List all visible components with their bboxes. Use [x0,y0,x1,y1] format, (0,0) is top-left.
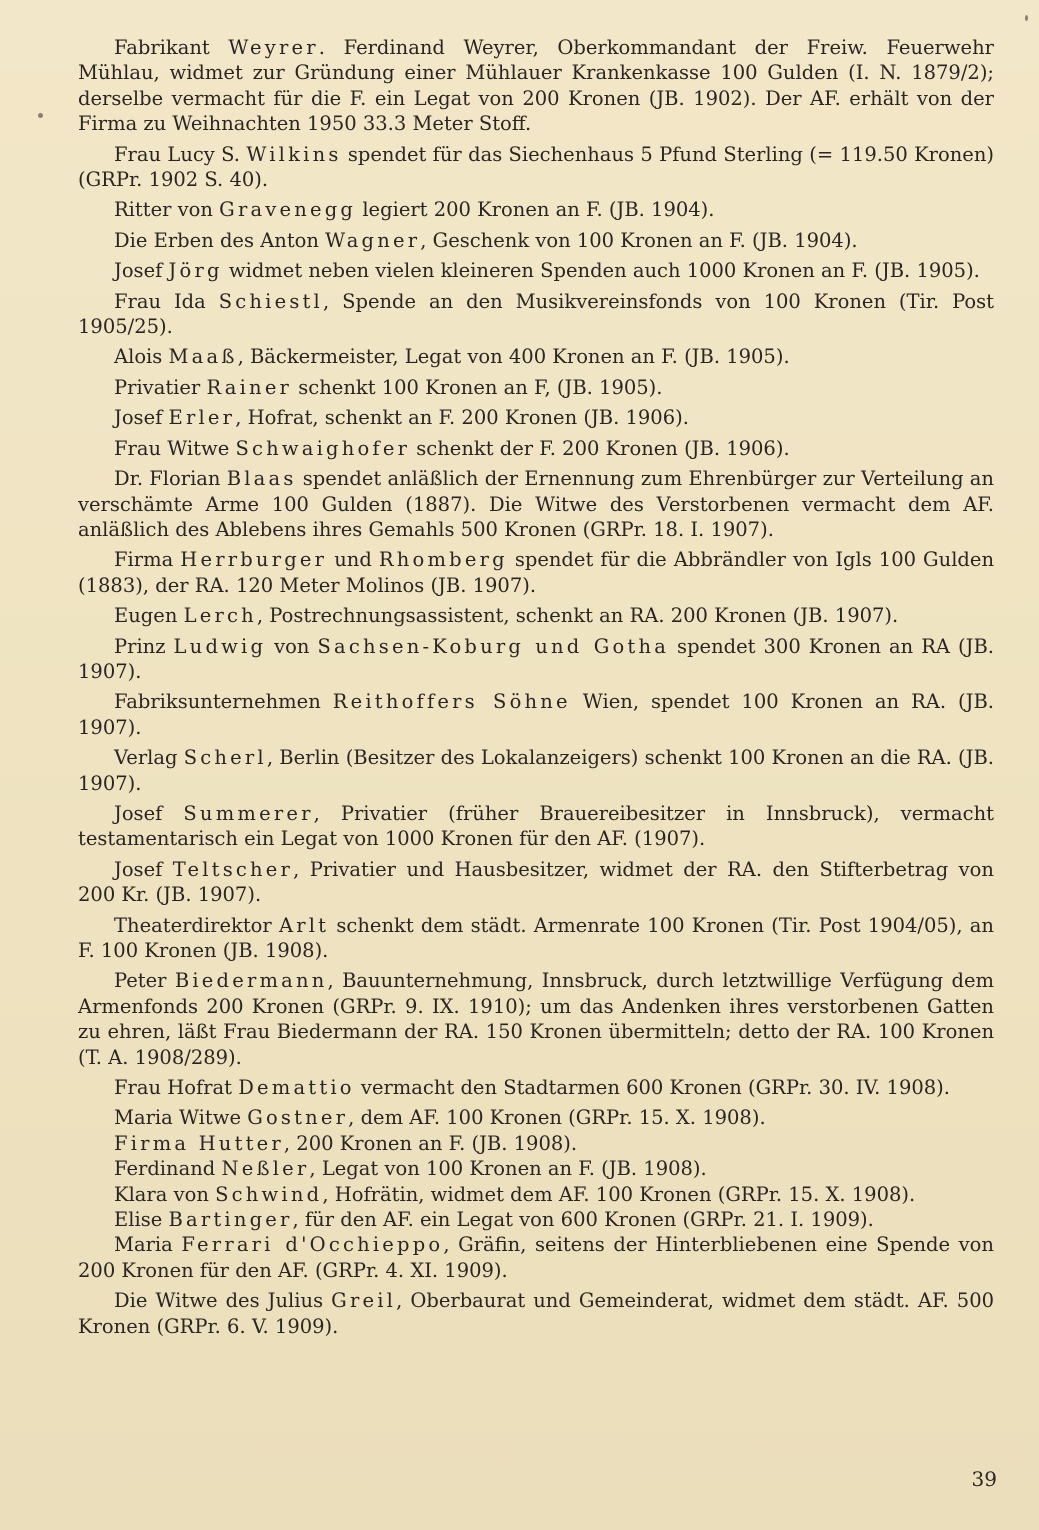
spaced-name: Rhomberg [378,548,508,572]
entry-text: spendet für die Abbrändler von Igls 100 Gulden (1883), der RA. 120 Meter Molinos (JB. 1907). [78,548,995,597]
donation-entry [78,1156,994,1181]
spaced-name: Schwaighofer [235,436,411,460]
entry-text: schenkt dem städt. Armenrate 100 Kronen (Tir. Post 1904/05), an F. 100 Kronen (JB. 1908). [78,913,994,962]
spaced-name: Neßler [221,1157,310,1181]
spaced-name: Demattio [238,1076,355,1100]
entry-text: Josef [114,259,169,283]
entry-text: und [327,548,379,572]
entry-text: , Spende an den Musikvereinsfonds von 100 Kronen (Tir. Post 1905/25). [78,289,994,339]
entry-text: Fabriksunternehmen [114,690,333,714]
spaced-name: Gravenegg [219,198,357,222]
donation-entry [78,35,994,137]
entry-text: spendet für das Siechenhaus 5 Pfund Sterling (= 119.50 Kronen) (GRPr. 1902 S. 40). [78,142,994,192]
spaced-name: Scherl [183,746,267,770]
donation-entry [78,1105,994,1130]
donation-entry [78,1232,994,1283]
paper-speck [1025,15,1028,21]
entry-text: Prinz [114,634,174,658]
entry-text: Die Erben des Anton [114,228,326,252]
entry-text: , Bauunternehmung, Innsbruck, durch letztwillige Verfügung dem Armenfonds 200 Kronen (GRPr. 9. IX. 1910); um das Andenken ihres verstorbenen Gatten zu ehren, läßt Frau Biedermann der RA. 150 Kronen übermitteln; detto der RA. 100 Kronen (T. A. 1908/289). [78,969,995,1069]
donation-entry [78,1288,994,1339]
spaced-name: Blaas [226,467,297,491]
donation-entry [78,197,994,222]
spaced-name: Wilkins [246,142,342,166]
entry-text: , Hofrat, schenkt an F. 200 Kronen (JB. 1906). [235,406,689,430]
spaced-name: Rainer [206,375,293,399]
entry-text: , Berlin (Besitzer des Lokalanzeigers) schenkt 100 Kronen an die RA. (JB. 1907). [78,746,994,795]
spaced-name: Arlt [278,913,330,937]
donation-entry [78,801,994,852]
entry-text: Klara von [114,1182,216,1206]
donation-entry [78,968,994,1070]
entry-text: Fabrikant [114,36,229,59]
donation-entry [78,466,994,542]
entry-text: Eugen [114,604,184,628]
spaced-name: Herrburger [180,548,328,572]
entry-text: spendet 300 Kronen an RA (JB. 1907). [78,634,994,683]
spaced-name: Maaß [168,345,238,369]
entry-text: von [266,634,318,658]
donation-entry [78,142,994,193]
entry-text: , Hofrätin, widmet dem AF. 100 Kronen (GRPr. 15. X. 1908). [322,1182,916,1206]
entry-text: Maria Witwe [114,1106,248,1130]
entry-text: Wien, spendet 100 Kronen an RA. (JB. 1907). [78,690,994,739]
spaced-name: Weyrer [228,36,319,59]
donation-entry [78,547,994,598]
donation-entry [78,1131,994,1156]
spaced-name: Ferrari d'Occhieppo [181,1233,444,1257]
entry-text: , für den AF. ein Legat von 600 Kronen (GRPr. 21. I. 1909). [292,1208,874,1232]
spaced-name: Biedermann [174,969,328,993]
entry-text: Privatier [114,375,207,399]
entry-text: Verlag [114,746,184,770]
spaced-name: Sachsen-Koburg und Gotha [317,634,670,658]
entry-text: Frau Ida [114,289,219,313]
entry-text: widmet neben vielen kleineren Spenden auch 1000 Kronen an F. (JB. 1905). [222,259,980,283]
entry-text: Elise [114,1208,169,1232]
entry-text: Josef [114,406,169,430]
entry-text: Ferdinand [114,1157,222,1181]
entry-text: Josef [114,801,184,825]
entry-text: , Legat von 100 Kronen an F. (JB. 1908). [309,1157,707,1181]
entry-text: , dem AF. 100 Kronen (GRPr. 15. X. 1908). [348,1106,766,1130]
donation-entry [78,634,994,685]
entry-text: , Geschenk von 100 Kronen an F. (JB. 1904). [420,228,858,252]
entry-text: Die Witwe des Julius [114,1289,332,1313]
entry-text: Theaterdirektor [114,913,279,937]
entry-text: spendet anläßlich der Ernennung zum Ehrenbürger zur Verteilung an verschämte Arme 100 Gulden (1887). Die Witwe des Verstorbenen vermacht dem AF. anläßlich des Ablebens ihres Gemahls 500 Kronen (GRPr. 18. I. 1907). [78,467,994,541]
spaced-name: Reithoffers Söhne [332,690,571,714]
entry-text: vermacht den Stadtarmen 600 Kronen (GRPr. 30. IV. 1908). [354,1076,950,1100]
donation-entry [78,405,994,430]
entry-text: . Ferdinand Weyrer, Oberkommandant der Freiw. Feuerwehr Mühlau, widmet zur Gründung einer Mühlauer Krankenkasse 100 Gulden (I. N. 1879/2); derselbe vermacht für die F. ein Legat von 200 Kronen (JB. 1902). Der AF. erhält von der Firma zu Weihnachten 1950 33.3 Meter Stoff. [78,36,994,136]
entry-text: Peter [114,969,175,993]
donation-entry [78,603,994,628]
donation-entry [78,689,994,740]
donation-entry [78,857,994,908]
entry-text: Frau Witwe [114,436,236,460]
donation-entry [78,745,994,796]
entry-text: Alois [114,345,169,369]
donation-entry [78,228,994,253]
entry-text: Frau Lucy S. [114,142,247,166]
spaced-name: Bartinger [168,1208,293,1232]
spaced-name: Jörg [168,259,223,283]
entry-text: , Oberbaurat und Gemeinderat, widmet dem städt. AF. 500 Kronen (GRPr. 6. V. 1909). [78,1289,995,1338]
entry-text: schenkt der F. 200 Kronen (JB. 1906). [410,436,790,460]
entry-text: Ritter von [114,198,220,222]
entry-text: Dr. Florian [114,467,227,491]
spaced-name: Greil [331,1289,397,1313]
spaced-name: Schwind [215,1182,323,1206]
spaced-name: Lerch [183,604,257,628]
donation-entry [78,375,994,400]
entry-text: , Privatier (früher Brauereibesitzer in Innsbruck), vermacht testamentarisch ein Legat von 1000 Kronen für den AF. (1907). [78,801,994,851]
paper-speck [38,113,43,118]
spaced-name: Teltscher [172,857,294,881]
spaced-name: Ludwig [173,634,267,658]
donation-entry [78,289,994,340]
donation-entry [78,913,994,964]
spaced-name: Erler [168,406,236,430]
spaced-name: Summerer [183,801,314,825]
spaced-name: Wagner [325,228,421,252]
entry-text: legiert 200 Kronen an F. (JB. 1904). [356,198,715,222]
donation-entry [78,1075,994,1100]
entry-text: Firma [114,548,181,572]
donation-entry [78,1207,994,1232]
donation-entry [78,258,994,283]
spaced-name: Schiestl [218,289,323,313]
entry-text: Josef [114,857,173,881]
entry-text: , Gräfin, seitens der Hinterbliebenen eine Spende von 200 Kronen für den AF. (GRPr. 4. XI. 1909). [78,1233,994,1282]
spaced-name: Firma Hutter [114,1131,284,1155]
entry-text: , Bäckermeister, Legat von 400 Kronen an F. (JB. 1905). [237,345,790,369]
donation-entry [78,344,994,369]
entry-text: Frau Hofrat [114,1076,239,1100]
spaced-name: Gostner [247,1106,349,1130]
entry-text: , Privatier und Hausbesitzer, widmet der RA. den Stifterbetrag von 200 Kr. (JB. 1907). [78,857,994,907]
entry-text: Maria [114,1233,182,1257]
donation-entry [78,1182,994,1207]
entry-text: schenkt 100 Kronen an F, (JB. 1905). [292,375,663,399]
page-number: 39 [971,1467,997,1491]
entry-text: , 200 Kronen an F. (JB. 1908). [283,1131,578,1155]
page-body-text [78,35,994,1344]
donation-entry [78,436,994,461]
entry-text: , Postrechnungsassistent, schenkt an RA. 200 Kronen (JB. 1907). [256,604,899,628]
